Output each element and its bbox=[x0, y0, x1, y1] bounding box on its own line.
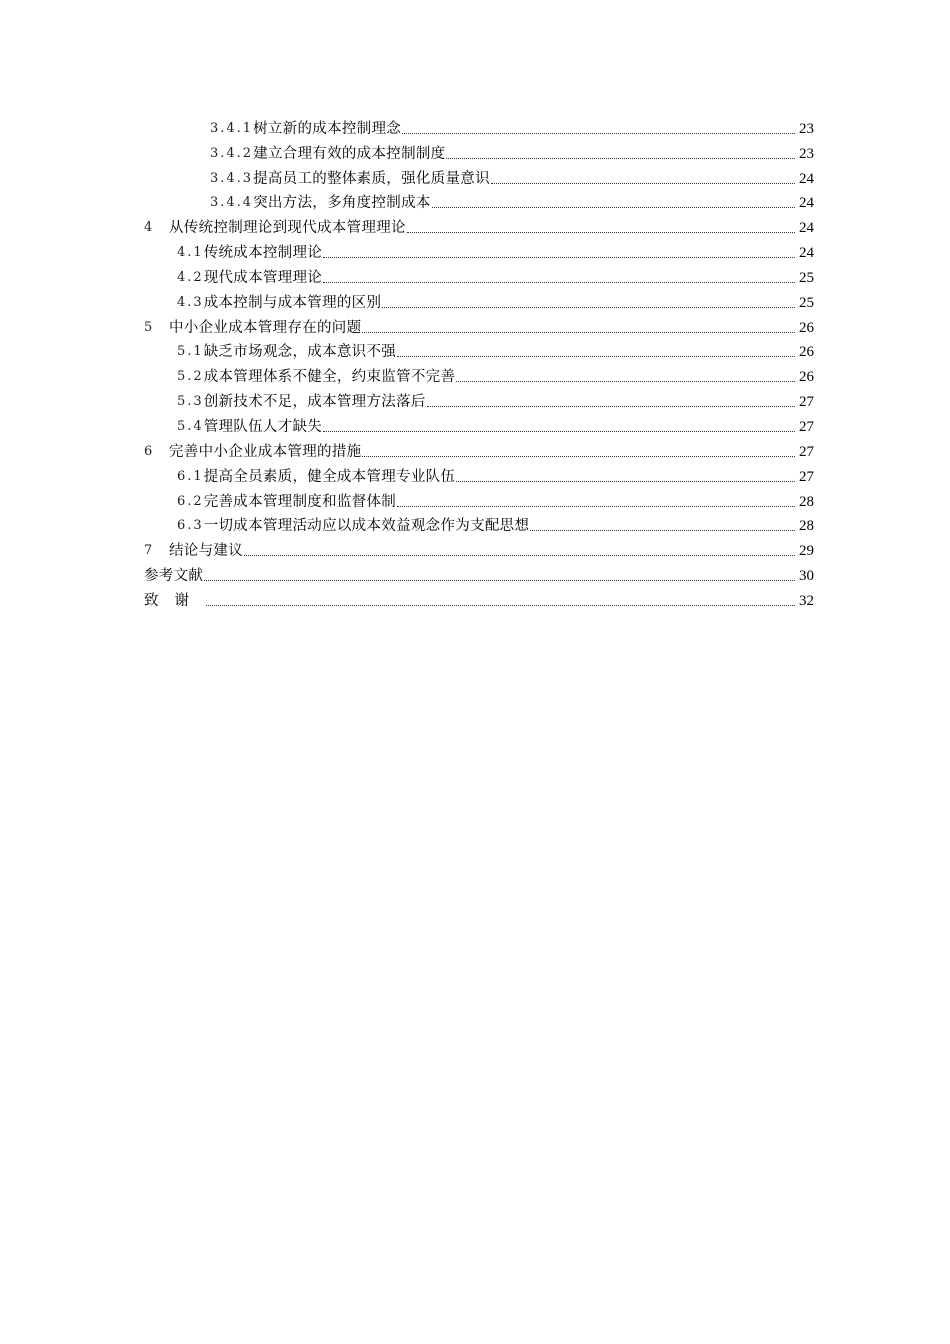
toc-entry-page: 24 bbox=[799, 245, 814, 262]
dot-leader bbox=[206, 605, 795, 606]
dot-leader bbox=[244, 555, 795, 556]
toc-entry-page: 24 bbox=[799, 220, 814, 237]
toc-entry-title: 致谢 bbox=[144, 592, 205, 609]
dot-leader bbox=[382, 307, 795, 308]
toc-entry-number: 6 bbox=[144, 443, 153, 459]
dot-leader bbox=[491, 183, 795, 184]
toc-entry-title: 突出方法，多角度控制成本 bbox=[253, 195, 431, 212]
toc-entry[interactable] bbox=[144, 164, 814, 189]
dot-leader bbox=[362, 456, 795, 457]
toc-entry-title: 一切成本管理活动应以成本效益观念作为支配思想 bbox=[203, 518, 530, 535]
toc-entry-title: 建立合理有效的成本控制制度 bbox=[253, 145, 446, 162]
toc-entry-number: 5.4 bbox=[177, 418, 204, 434]
toc-entry[interactable] bbox=[144, 387, 814, 412]
toc-entry-number: 4 bbox=[144, 220, 153, 236]
toc-entry-acknowledgements[interactable] bbox=[144, 586, 814, 611]
toc-entry-page: 28 bbox=[799, 518, 814, 535]
toc-entry-page: 32 bbox=[799, 592, 814, 609]
toc-entry-title: 现代成本管理理论 bbox=[203, 269, 323, 286]
toc-entry[interactable] bbox=[144, 487, 814, 512]
toc-entry[interactable] bbox=[144, 313, 814, 338]
toc-entry-page: 26 bbox=[799, 344, 814, 361]
toc-entry[interactable] bbox=[144, 288, 814, 313]
toc-entry-page: 26 bbox=[799, 319, 814, 336]
toc-entry[interactable] bbox=[144, 189, 814, 214]
dot-leader bbox=[397, 506, 795, 507]
toc-entry-title: 从传统控制理论到现代成本管理理论 bbox=[169, 220, 406, 237]
toc-entry-page: 29 bbox=[799, 543, 814, 560]
toc-entry[interactable] bbox=[144, 512, 814, 537]
toc-entry-page: 27 bbox=[799, 443, 814, 460]
toc-entry[interactable] bbox=[144, 263, 814, 288]
dot-leader bbox=[323, 257, 795, 258]
toc-entry[interactable] bbox=[144, 437, 814, 462]
dot-leader bbox=[323, 282, 795, 283]
toc-entry-title: 中小企业成本管理存在的问题 bbox=[169, 319, 362, 336]
toc-entry-title: 传统成本控制理论 bbox=[203, 245, 323, 262]
toc-entry-title: 成本控制与成本管理的区别 bbox=[203, 294, 382, 311]
toc-entry-page: 27 bbox=[799, 394, 814, 411]
toc-entry-page: 25 bbox=[799, 269, 814, 286]
toc-entry-title: 提高员工的整体素质，强化质量意识 bbox=[253, 170, 490, 187]
toc-entry-references[interactable] bbox=[144, 561, 814, 586]
toc-entry-page: 24 bbox=[799, 195, 814, 212]
dot-leader bbox=[446, 158, 795, 159]
toc-entry[interactable] bbox=[144, 238, 814, 263]
toc-entry-title: 管理队伍人才缺失 bbox=[203, 418, 323, 435]
dot-leader bbox=[204, 580, 795, 581]
toc-entry[interactable] bbox=[144, 462, 814, 487]
toc-entry[interactable] bbox=[144, 338, 814, 363]
toc-entry-title: 完善成本管理制度和监督体制 bbox=[203, 493, 397, 510]
toc-entry-number: 3.4.3 bbox=[210, 170, 254, 186]
table-of-contents bbox=[144, 114, 814, 611]
toc-entry-page: 27 bbox=[799, 468, 814, 485]
toc-entry[interactable] bbox=[144, 139, 814, 164]
dot-leader bbox=[362, 332, 795, 333]
dot-leader bbox=[402, 133, 795, 134]
toc-entry-number: 4.3 bbox=[177, 294, 204, 310]
toc-entry-number: 5 bbox=[144, 319, 153, 335]
toc-entry-page: 26 bbox=[799, 369, 814, 386]
toc-entry-number: 3.4.2 bbox=[210, 145, 254, 161]
toc-entry-title: 缺乏市场观念，成本意识不强 bbox=[203, 344, 397, 361]
toc-entry[interactable] bbox=[144, 536, 814, 561]
toc-entry-page: 30 bbox=[799, 568, 814, 585]
toc-entry-page: 28 bbox=[799, 493, 814, 510]
toc-entry-page: 23 bbox=[799, 145, 814, 162]
dot-leader bbox=[407, 232, 795, 233]
toc-entry-title: 完善中小企业成本管理的措施 bbox=[169, 443, 362, 460]
dot-leader bbox=[432, 207, 795, 208]
toc-entry-number: 7 bbox=[144, 543, 153, 559]
toc-entry-title: 创新技术不足，成本管理方法落后 bbox=[203, 394, 426, 411]
toc-entry-page: 24 bbox=[799, 170, 814, 187]
toc-entry-number: 6.2 bbox=[177, 493, 204, 509]
toc-entry-title: 参考文献 bbox=[144, 568, 204, 585]
toc-entry[interactable] bbox=[144, 213, 814, 238]
toc-entry[interactable] bbox=[144, 412, 814, 437]
dot-leader bbox=[427, 406, 795, 407]
dot-leader bbox=[456, 381, 795, 382]
dot-leader bbox=[323, 431, 795, 432]
toc-entry-number: 5.3 bbox=[177, 394, 204, 410]
dot-leader bbox=[397, 356, 795, 357]
toc-entry-number: 5.2 bbox=[177, 369, 204, 385]
toc-entry[interactable] bbox=[144, 362, 814, 387]
toc-entry-number: 6.3 bbox=[177, 518, 204, 534]
dot-leader bbox=[530, 530, 795, 531]
dot-leader bbox=[456, 481, 795, 482]
toc-entry-title: 结论与建议 bbox=[169, 543, 243, 560]
toc-entry-number: 4.1 bbox=[177, 245, 204, 261]
toc-entry-number: 5.1 bbox=[177, 344, 204, 360]
toc-entry-title: 树立新的成本控制理念 bbox=[253, 120, 402, 137]
toc-entry-page: 27 bbox=[799, 418, 814, 435]
toc-entry-title: 成本管理体系不健全，约束监管不完善 bbox=[203, 369, 456, 386]
toc-entry-title: 提高全员素质，健全成本管理专业队伍 bbox=[203, 468, 456, 485]
toc-entry-number: 3.4.4 bbox=[210, 195, 254, 211]
toc-entry-number: 3.4.1 bbox=[210, 120, 254, 136]
toc-entry-page: 25 bbox=[799, 294, 814, 311]
toc-entry-page: 23 bbox=[799, 120, 814, 137]
toc-entry-number: 4.2 bbox=[177, 269, 204, 285]
toc-entry[interactable] bbox=[144, 114, 814, 139]
toc-entry-number: 6.1 bbox=[177, 468, 204, 484]
